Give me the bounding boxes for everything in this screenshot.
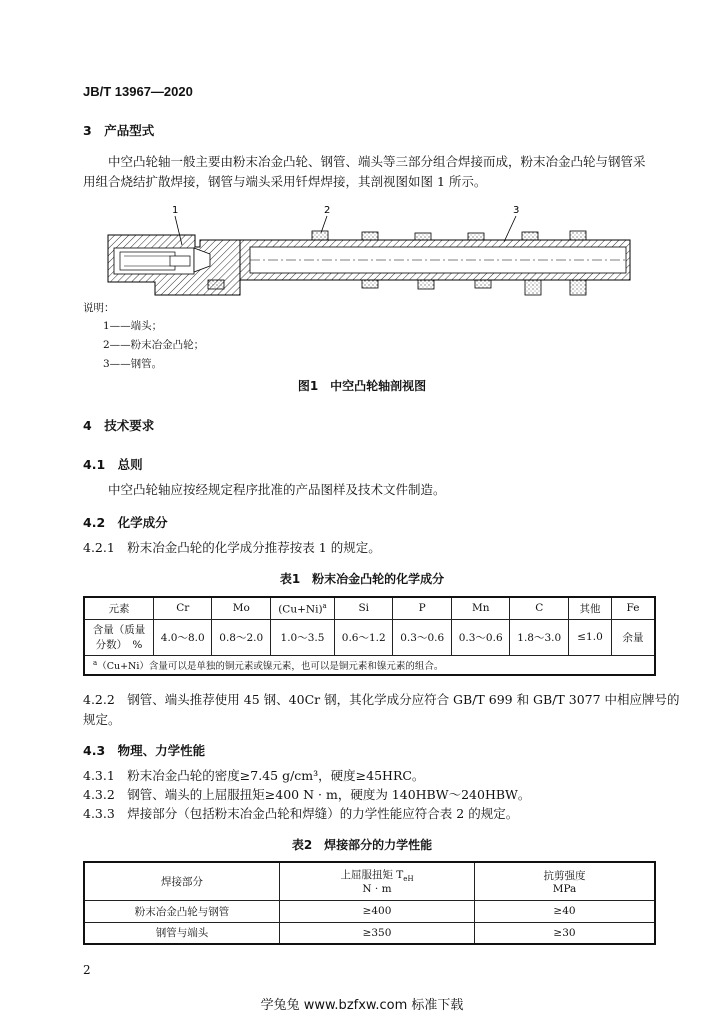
figure-legend-item-2: 2——粉末冶金凸轮；	[103, 339, 205, 351]
table1-cell: 余量	[612, 619, 656, 655]
figure-legend-item-1: 1——端头；	[103, 320, 163, 332]
figure-legend-item-3: 3——钢管。	[103, 358, 163, 370]
table1-cell: 0.6～1.2	[334, 619, 392, 655]
table-1-chemical-composition	[83, 596, 656, 676]
clause-4-3-3: 4.3.3 焊接部分（包括粉末冶金凸轮和焊缝）的力学性能应符合表 2 的规定。	[83, 806, 519, 821]
section-4-1-para: 中空凸轮轴应按经规定程序批准的产品图样及技术文件制造。	[108, 482, 446, 497]
table2-cell: ≥30	[475, 922, 656, 944]
document-id: JB/T 13967—2020	[83, 84, 193, 99]
table1-cell: 1.0～3.5	[270, 619, 334, 655]
camshaft-section-figure	[100, 200, 640, 305]
table1-header: Mo	[212, 597, 270, 619]
section-4-title: 4 技术要求	[83, 418, 155, 433]
table1-cell: 1.8～3.0	[510, 619, 569, 655]
table1-cell: 0.3～0.6	[393, 619, 451, 655]
figure-legend-title: 说明：	[83, 302, 115, 314]
table1-footnote: $^a$（Cu+Ni）含量可以是单独的铜元素或镍元素，也可以是铜元素和镍元素的组合。	[84, 655, 655, 675]
table2-header: 抗剪强度 MPa	[475, 862, 656, 900]
callout-2: 2	[324, 205, 331, 216]
clause-4-2-2-line1: 4.2.2 钢管、端头推荐使用 45 钢、40Cr 钢，其化学成分应符合 GB/T 699 和 GB/T 3077 中相应牌号的	[83, 692, 680, 707]
section-4-2-title: 4.2 化学成分	[83, 515, 168, 530]
clause-4-3-2: 4.3.2 钢管、端头的上屈服扭矩≥400 N · m，硬度为 140HBW～240HBW。	[83, 787, 531, 802]
section-4-1-title: 4.1 总则	[83, 457, 143, 472]
table-2-caption: 表2 焊接部分的力学性能	[291, 838, 433, 852]
table1-cell: ≤1.0	[569, 619, 612, 655]
table-2-mechanical-properties	[83, 861, 656, 945]
table1-header: 其他	[569, 597, 612, 619]
table2-cell: ≥40	[475, 900, 656, 922]
section-3-para-line2: 用组合烧结扩散焊接，钢管与端头采用钎焊焊接，其剖视图如图 1 所示。	[83, 174, 487, 189]
site-footer: 学兔兔 www.bzfxw.com 标准下载	[260, 998, 464, 1013]
callout-3: 3	[513, 205, 520, 216]
table1-header: Cr	[154, 597, 212, 619]
table1-header: $(Cu+Ni)^a$	[270, 597, 334, 619]
table1-header: 元素	[84, 597, 154, 619]
table2-cell: 钢管与端头	[84, 922, 280, 944]
table1-header: Fe	[612, 597, 656, 619]
table-1-caption: 表1 粉末冶金凸轮的化学成分	[279, 572, 445, 586]
page-number: 2	[83, 963, 91, 977]
table2-cell: 粉末冶金凸轮与钢管	[84, 900, 280, 922]
table1-cell: 0.3～0.6	[451, 619, 509, 655]
table1-header: P	[393, 597, 451, 619]
clause-4-2-1: 4.2.1 粉末冶金凸轮的化学成分推荐按表 1 的规定。	[83, 540, 381, 555]
table2-header: 上屈服扭矩 $T_{eH}$ N · m	[280, 862, 475, 900]
callout-1: 1	[172, 205, 179, 216]
table1-header: C	[510, 597, 569, 619]
table1-cell: 0.8～2.0	[212, 619, 270, 655]
section-4-3-title: 4.3 物理、力学性能	[83, 743, 206, 758]
clause-4-3-1: 4.3.1 粉末冶金凸轮的密度≥7.45 g/cm³，硬度≥45HRC。	[83, 768, 425, 783]
table1-row-label: 含量（质量 分数） %	[84, 619, 154, 655]
table2-header: 焊接部分	[84, 862, 280, 900]
section-3-para-line1: 中空凸轮轴一般主要由粉末冶金凸轮、钢管、端头等三部分组合焊接而成，粉末冶金凸轮与钢管采	[108, 154, 646, 169]
table2-cell: ≥400	[280, 900, 475, 922]
figure-1-caption: 图1 中空凸轮轴剖视图	[297, 379, 427, 393]
table2-cell: ≥350	[280, 922, 475, 944]
table1-header: Si	[334, 597, 392, 619]
section-3-title: 3 产品型式	[83, 123, 155, 138]
table1-header: Mn	[451, 597, 509, 619]
clause-4-2-2-line2: 规定。	[83, 712, 121, 727]
table1-cell: 4.0～8.0	[154, 619, 212, 655]
